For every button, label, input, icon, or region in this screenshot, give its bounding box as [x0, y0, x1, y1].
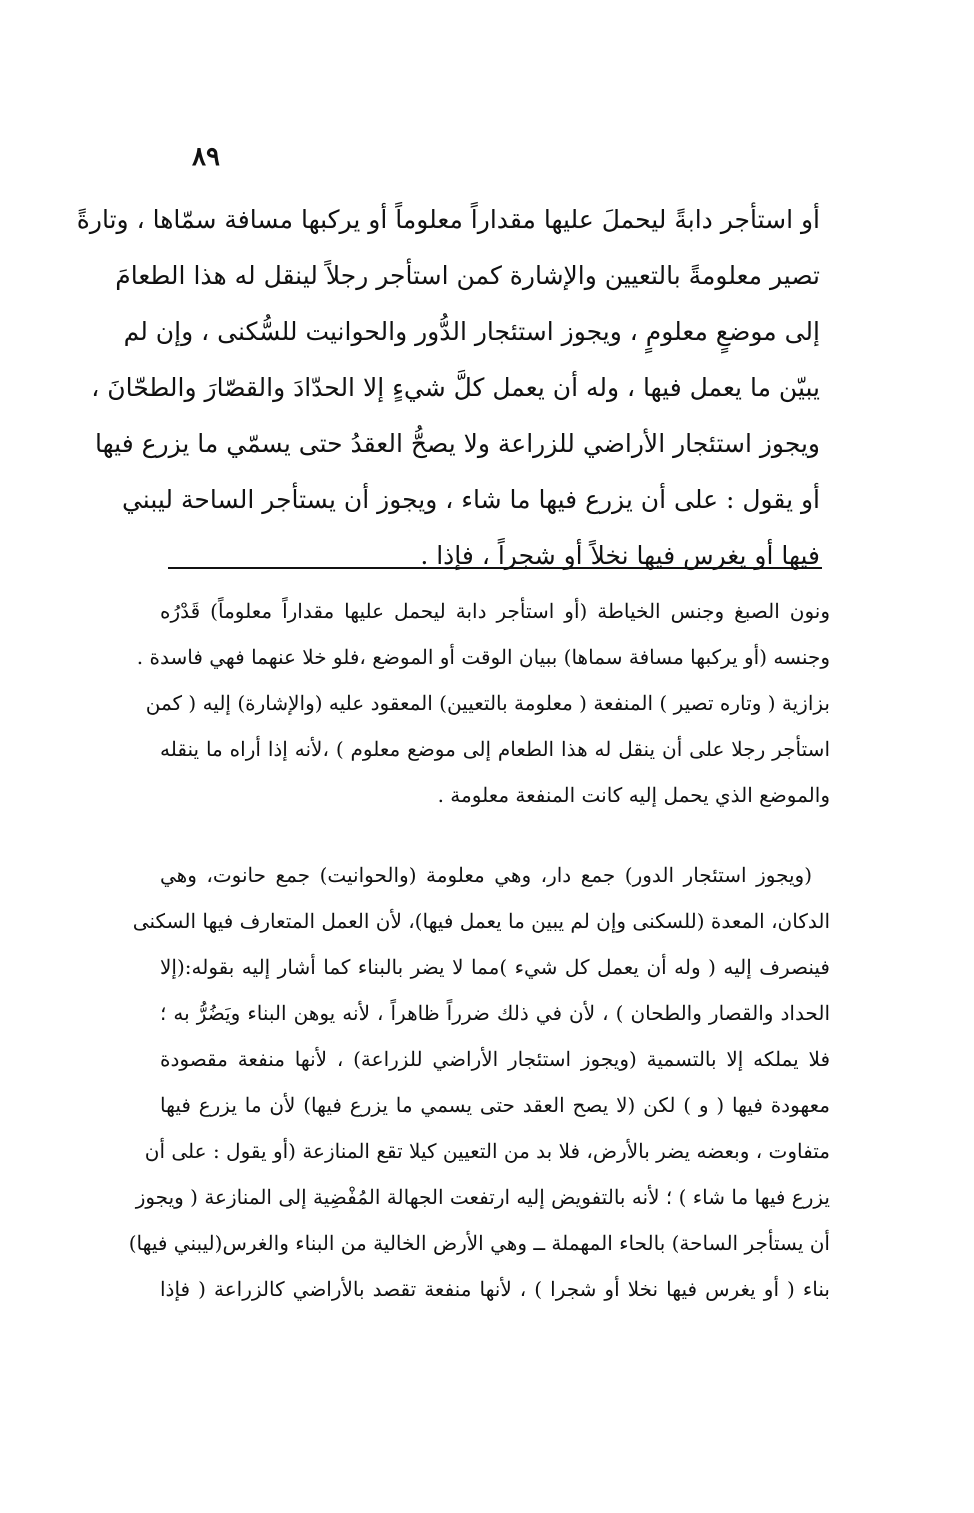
commentary-line: ونون الصبغ وجنس الخياطة (أو استأجر دابة ليحمل عليها مقداراً معلوماً) قَدْرُه [160, 599, 830, 623]
commentary-block-2 [128, 852, 830, 1312]
commentary-line: أن يستأجر الساحة) بالحاء المهملة ــ وهي الأرض الخالية من البناء والغرس(ليبني فيها) [128, 1231, 830, 1255]
main-text-line: يبيّن ما يعمل فيها ، وله أن يعمل كلَّ شيءٍ إلا الحدّادَ والقصّارَ والطحّانَ ، [91, 373, 820, 402]
commentary-line: يزرع فيها ما شاء ) ؛ لأنه بالتفويض إليه ارتفعت الجهالة المُفْضِية إلى المنازعة ( ويجوز [135, 1185, 830, 1209]
commentary-line: وجنسه (أو يركبها مسافة سماها) ببيان الوقت أو الموضع ،فلو خلا عنهما فهي فاسدة . [136, 645, 830, 669]
commentary-line: استأجر رجلا على أن ينقل له هذا الطعام إلى موضع معلوم ) ،لأنه إذا أراه ما ينقله [160, 737, 830, 761]
separator-rule [168, 567, 822, 569]
commentary-line: متفاوت ، وبعضه يضر بالأرض، فلا بد من التعيين كيلا تقع المنازعة (أو يقول : على أن [144, 1139, 830, 1163]
main-text-line: إلى موضعٍ معلومٍ ، ويجوز استئجار الدُّور والحوانيت للسُّكنى ، وإن لم [123, 317, 820, 346]
commentary-block-1 [136, 588, 830, 818]
commentary-line: (ويجوز استئجار الدور) جمع دار، وهي معلومة (والحوانيت) جمع حانوت، وهي [160, 863, 813, 887]
commentary-line: الحداد والقصار والطحان ) ، لأن في ذلك ضرراً ظاهراً ، لأنه يوهن البناء ويَضُرُّ به ؛ [160, 1001, 830, 1025]
main-text-line: ويجوز استئجار الأراضي للزراعة ولا يصحُّ العقدُ حتى يسمّي ما يزرع فيها [95, 429, 820, 458]
commentary-line: فينصرف إليه ( وله أن يعمل كل شيء )مما لا يضر بالبناء كما أشار إليه بقوله:(إلا [160, 955, 830, 979]
main-text-line: فيها أو يغرس فيها نخلاً أو شجراً ، فإذا . [420, 541, 820, 570]
main-text-line: أو يقول : على أن يزرع فيها ما شاء ، ويجوز أن يستأجر الساحة ليبني [121, 485, 820, 514]
commentary-line: بزازية ( وتاره تصير ) المنفعة ( معلومة بالتعيين) المعقود عليه (والإشارة) إليه ( كمن [145, 691, 830, 715]
main-text-line: تصير معلومةً بالتعيين والإشارة كمن استأجر رجلاً لينقل له هذا الطعامَ [115, 261, 820, 290]
commentary-line: والموضع الذي يحمل إليه كانت المنفعة معلومة . [437, 783, 830, 807]
commentary-line: فلا يملكه إلا بالتسمية (ويجوز استئجار الأراضي للزراعة) ، لأنها منفعة مقصودة [160, 1047, 830, 1071]
commentary-line: بناء ( أو يغرس فيها نخلا أو شجرا ) ، لأنها منفعة تقصد بالأراضي كالزراعة ( فإذا [160, 1277, 830, 1301]
main-text-block [76, 192, 820, 584]
commentary-line: معهودة فيها ( و ) لكن (لا يصح العقد حتى يسمي ما يزرع فيها) لأن ما يزرع فيها [160, 1093, 830, 1117]
main-text-line: أو استأجر دابةً ليحملَ عليها مقداراً معلوماً أو يركبها مسافة سمّاها ، وتارةً [76, 205, 820, 234]
page-number: ٨٩ [192, 142, 220, 172]
commentary-line: الدكان، المعدة (للسكنى وإن لم يبين ما يعمل فيها)، لأن العمل المتعارف فيها السكنى [132, 909, 830, 933]
